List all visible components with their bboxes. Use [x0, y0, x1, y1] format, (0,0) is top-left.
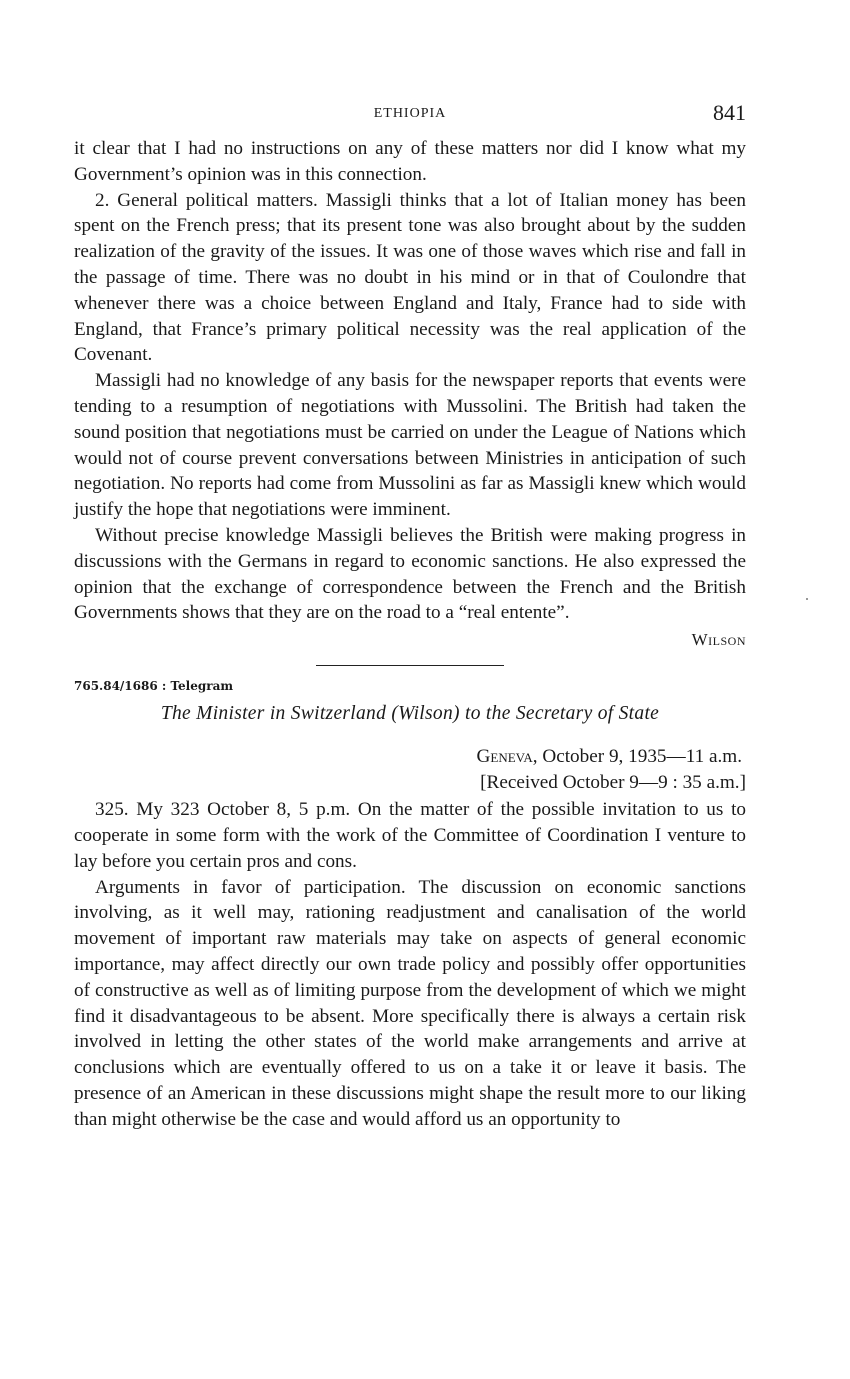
paragraph-telegram-intro: 325. My 323 October 8, 5 p.m. On the matter of the possible invitation to us to cooperate in some form with the work of the Committee of Coordination I venture to lay before you certain pros and cons. — [74, 799, 746, 872]
dateline-place: Geneva, — [476, 746, 538, 768]
page-number: 841 — [713, 100, 746, 125]
document-title: The Minister in Switzerland (Wilson) to the Secretary of State — [160, 703, 660, 725]
paragraph-negotiations: Massigli had no knowledge of any basis for the newspaper reports that events were tending to a resumption of negotiations with Mussolini. The British had taken the sound position that negotiations must be carried on under the League of Nations which would not of course prevent conversations between Ministries in anticipation of such negotiation. No reports had come from Mussolini as far as Massigli knew which would justify the hope that negotiations were imminent. — [74, 370, 746, 521]
section-divider — [316, 665, 504, 666]
dateline-date: October 9, 1935—11 a.m. — [537, 746, 742, 768]
scan-speck — [806, 598, 808, 600]
paragraph-political-matters: 2. General political matters. Massigli thinks that a lot of Italian money has been spent on the French press; that its present tone was also brought about by the sudden realization of the gravity of the issues. It was one of those waves which rise and fall in the passage of time. There was no doubt in his mind or in that of Coulondre that whenever there was a choice between England and Italy, France had to side with England, that France’s primary political necessity was the real application of the Covenant. — [74, 189, 746, 366]
paragraph-sanctions: Without precise knowledge Massigli believes the British were making progress in discussions with the Germans in regard to economic sanctions. He also expressed the opinion that the exchange of correspondence between the French and the British Governments shows that they are on the road to a “real entente”. — [74, 524, 746, 624]
paragraph-arguments: Arguments in favor of participation. The discussion on economic sanctions involving, as it well may, rationing readjustment and canalisation of the world movement of important raw materials may take on aspects of general economic importance, may affect directly our own trade policy and possibly offer opportunities of constructive as well as of limiting purpose from the development of which we might find it disadvantageous to be absent. More specifically there is always a certain risk involved in letting the other states of the world make arrangements and arrive at conclusions which are eventually offered to us on a take it or leave it basis. The presence of an American in these discussions might shape the result more to our liking than might otherwise be the case and would afford us an opportunity to — [74, 876, 746, 1130]
paragraph-continuation: it clear that I had no instructions on any of these matters nor did I know what my Government’s opinion was in this connection. — [74, 138, 746, 185]
file-reference: 765.84/1686 : Telegram — [74, 679, 234, 694]
received-line: [Received October 9—9 : 35 a.m.] — [480, 771, 746, 793]
running-head: ETHIOPIA — [373, 106, 447, 121]
signature: Wilson — [691, 630, 746, 650]
page-header — [74, 96, 746, 136]
dateline — [74, 744, 746, 770]
document-page — [74, 96, 746, 1133]
